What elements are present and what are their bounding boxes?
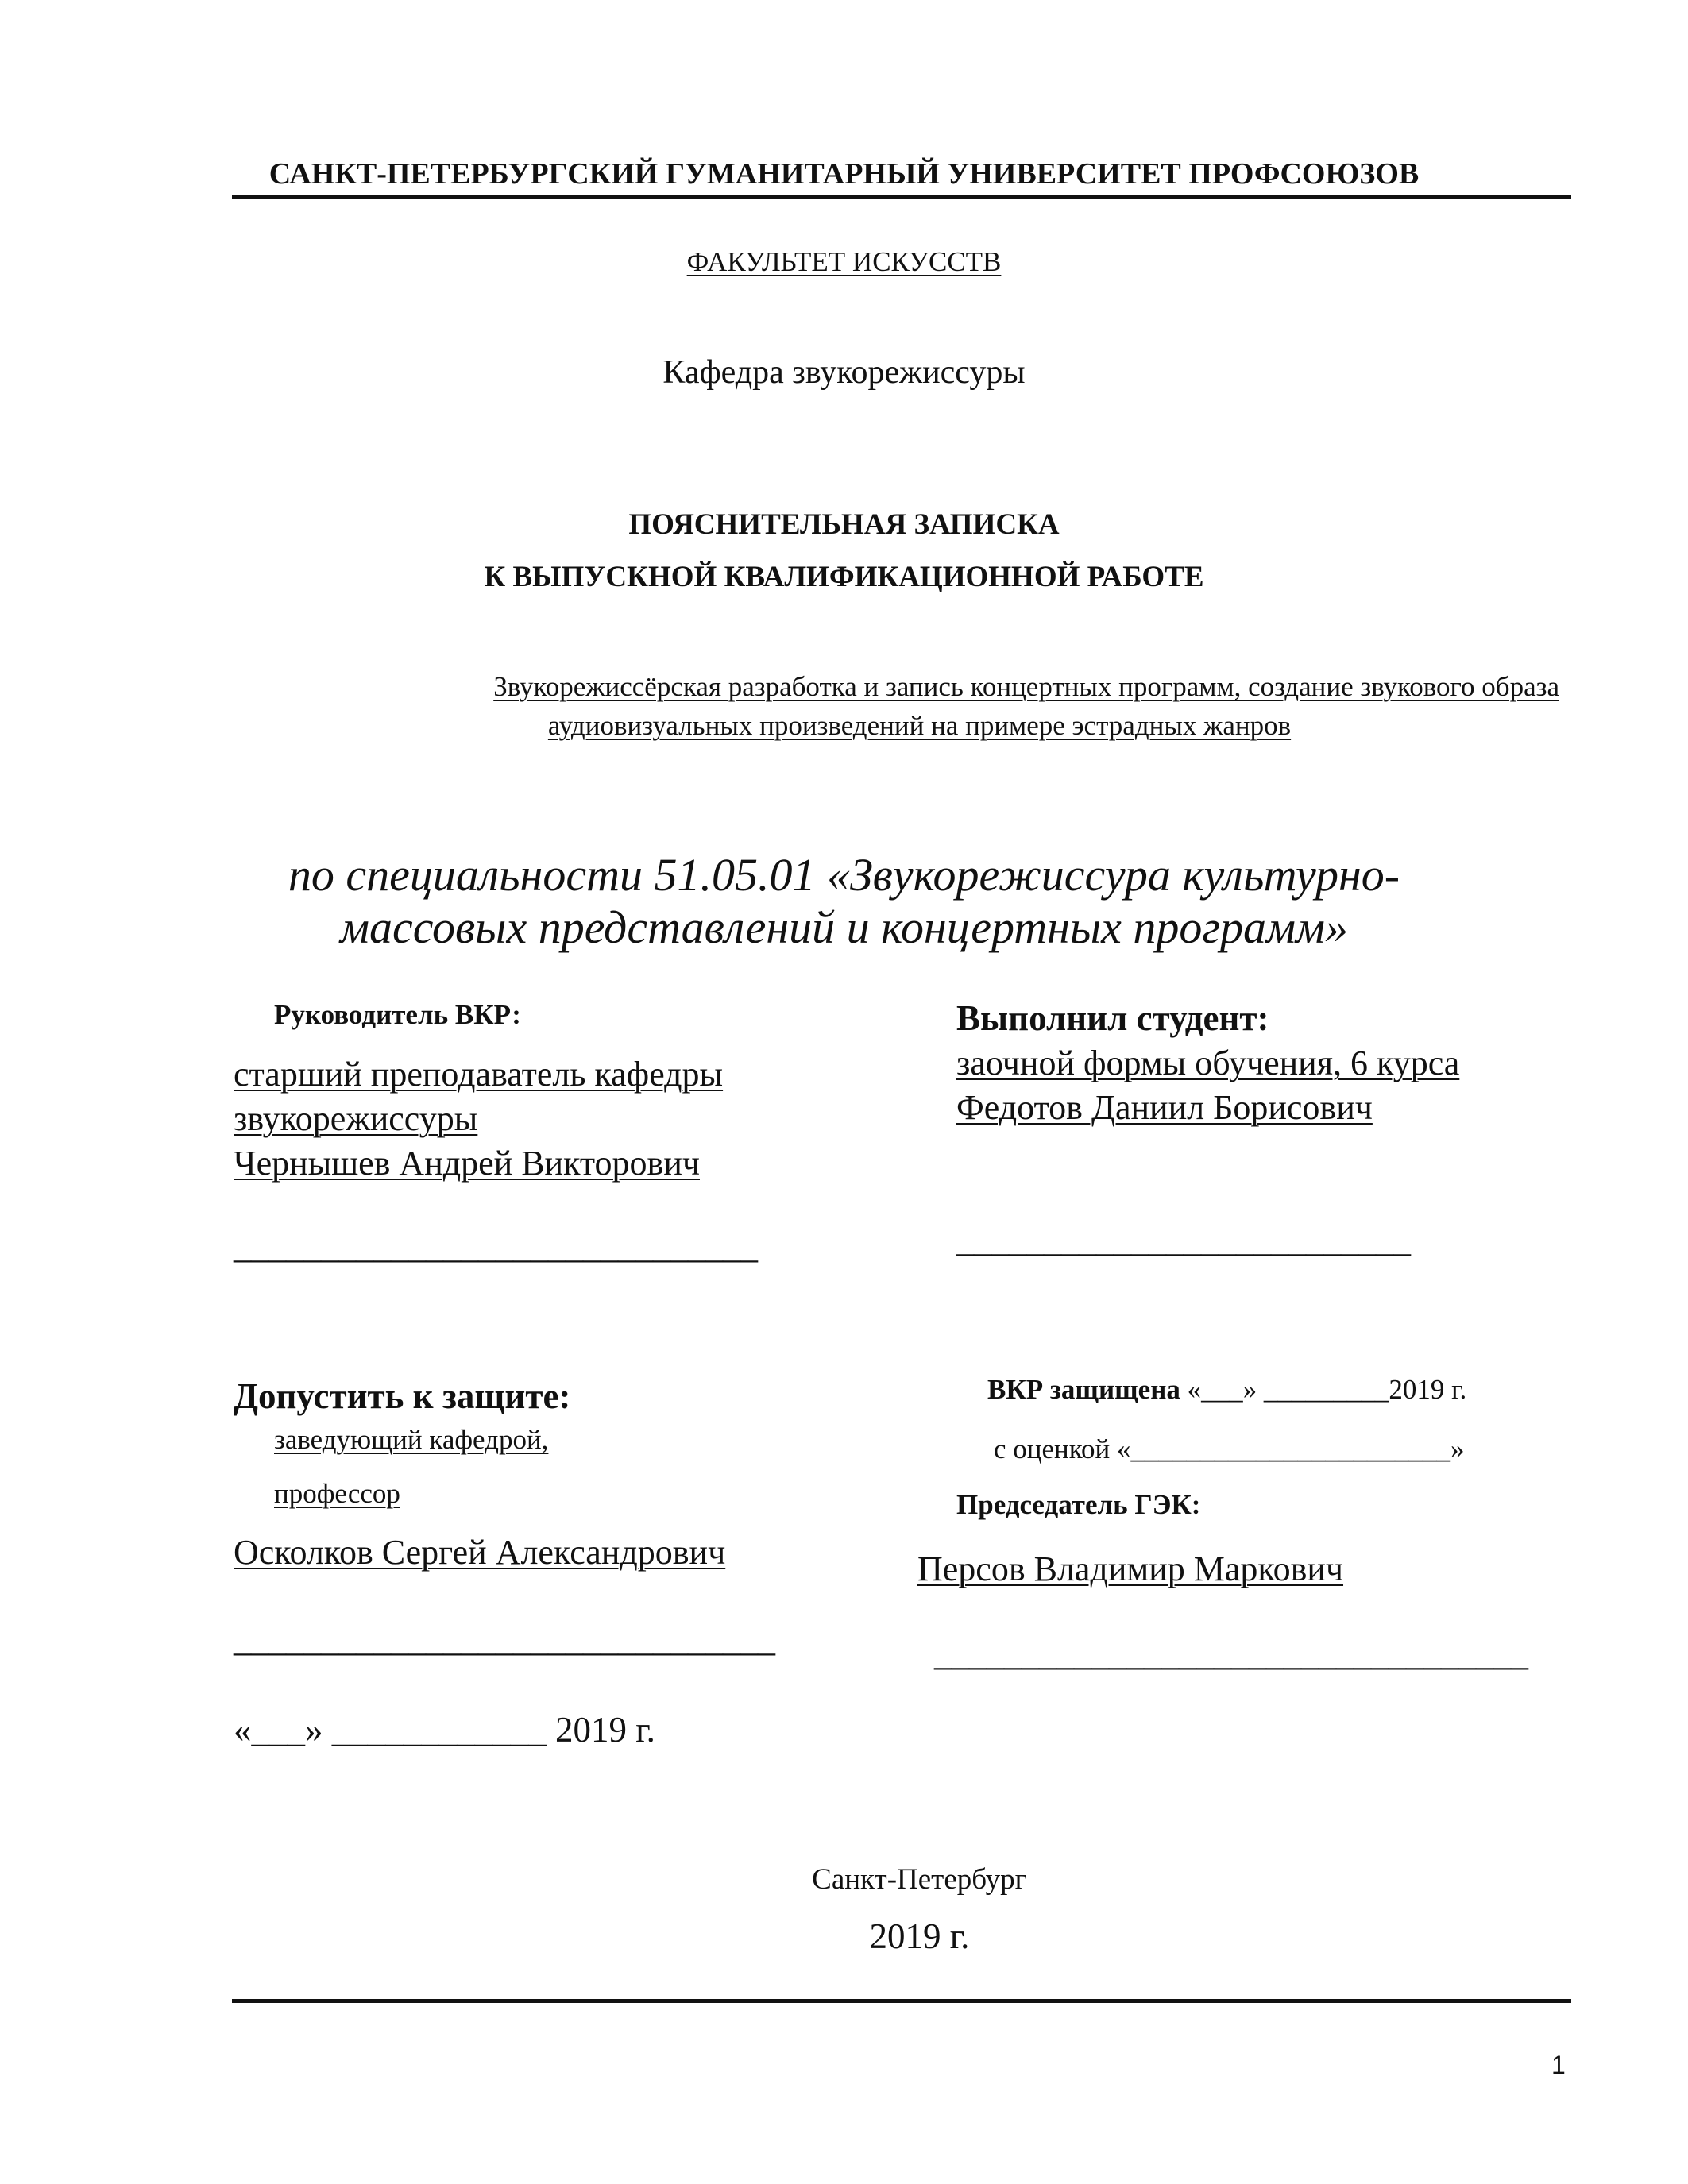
admission-date: «___» ____________ 2019 г.: [234, 1710, 655, 1750]
topic-line1: Звукорежиссёрская разработка и запись концертных программ, создание звукового образа: [493, 671, 1559, 702]
chair-name: Персов Владимир Маркович: [917, 1549, 1344, 1588]
chair-label: Председатель ГЭК:: [956, 1489, 1201, 1520]
specialty-line1: по специальности 51.05.01 «Звукорежиссура культурно-: [288, 849, 1400, 901]
supervisor-position-line2: звукорежиссуры: [234, 1099, 478, 1138]
supervisor-label: Руководитель ВКР:: [274, 999, 521, 1030]
chair-signature-line: __________________________________: [934, 1634, 1528, 1673]
student-signature-line: __________________________: [956, 1221, 1411, 1260]
specialty-line2: массовых представлений и концертных программ»: [339, 901, 1349, 953]
defense-label: ВКР защищена: [987, 1374, 1180, 1405]
supervisor-name: Чернышев Андрей Викторович: [234, 1144, 700, 1183]
page-number: 1: [1551, 2051, 1566, 2079]
doc-title-line2: К ВЫПУСКНОЙ КВАЛИФИКАЦИОННОЙ РАБОТЕ: [484, 561, 1204, 593]
admission-signature-line: _______________________________: [234, 1620, 775, 1659]
admission-position-line1: заведующий кафедрой,: [274, 1424, 549, 1455]
city: Санкт-Петербург: [812, 1863, 1027, 1896]
department-name: Кафедра звукорежиссуры: [662, 354, 1026, 391]
student-label: Выполнил студент:: [956, 998, 1269, 1038]
header-rule: [232, 195, 1571, 199]
defense-date: «___» _________2019 г.: [1187, 1374, 1467, 1405]
defense-date-line: [987, 1376, 1466, 1403]
year: 2019 г.: [869, 1916, 970, 1956]
topic-line2: аудиовизуальных произведений на примере эстрадных жанров: [547, 710, 1292, 741]
supervisor-position-line1: старший преподаватель кафедры: [234, 1055, 724, 1094]
student-study-form: заочной формы обучения, 6 курса: [956, 1044, 1460, 1082]
supervisor-signature-line: ______________________________: [234, 1227, 758, 1266]
student-name: Федотов Даниил Борисович: [956, 1088, 1373, 1127]
admission-position-line2: профессор: [274, 1478, 400, 1509]
faculty-name: ФАКУЛЬТЕТ ИСКУССТВ: [686, 246, 1002, 277]
admission-name: Осколков Сергей Александрович: [234, 1533, 726, 1572]
admission-label: Допустить к защите:: [234, 1376, 571, 1416]
footer-rule: [232, 1999, 1571, 2003]
university-name: САНКТ-ПЕТЕРБУРГСКИЙ ГУМАНИТАРНЫЙ УНИВЕРСИТЕТ ПРОФСОЮЗОВ: [268, 157, 1420, 191]
doc-title-line1: ПОЯСНИТЕЛЬНАЯ ЗАПИСКА: [628, 508, 1060, 541]
defense-grade: с оценкой «_______________________»: [994, 1433, 1465, 1464]
